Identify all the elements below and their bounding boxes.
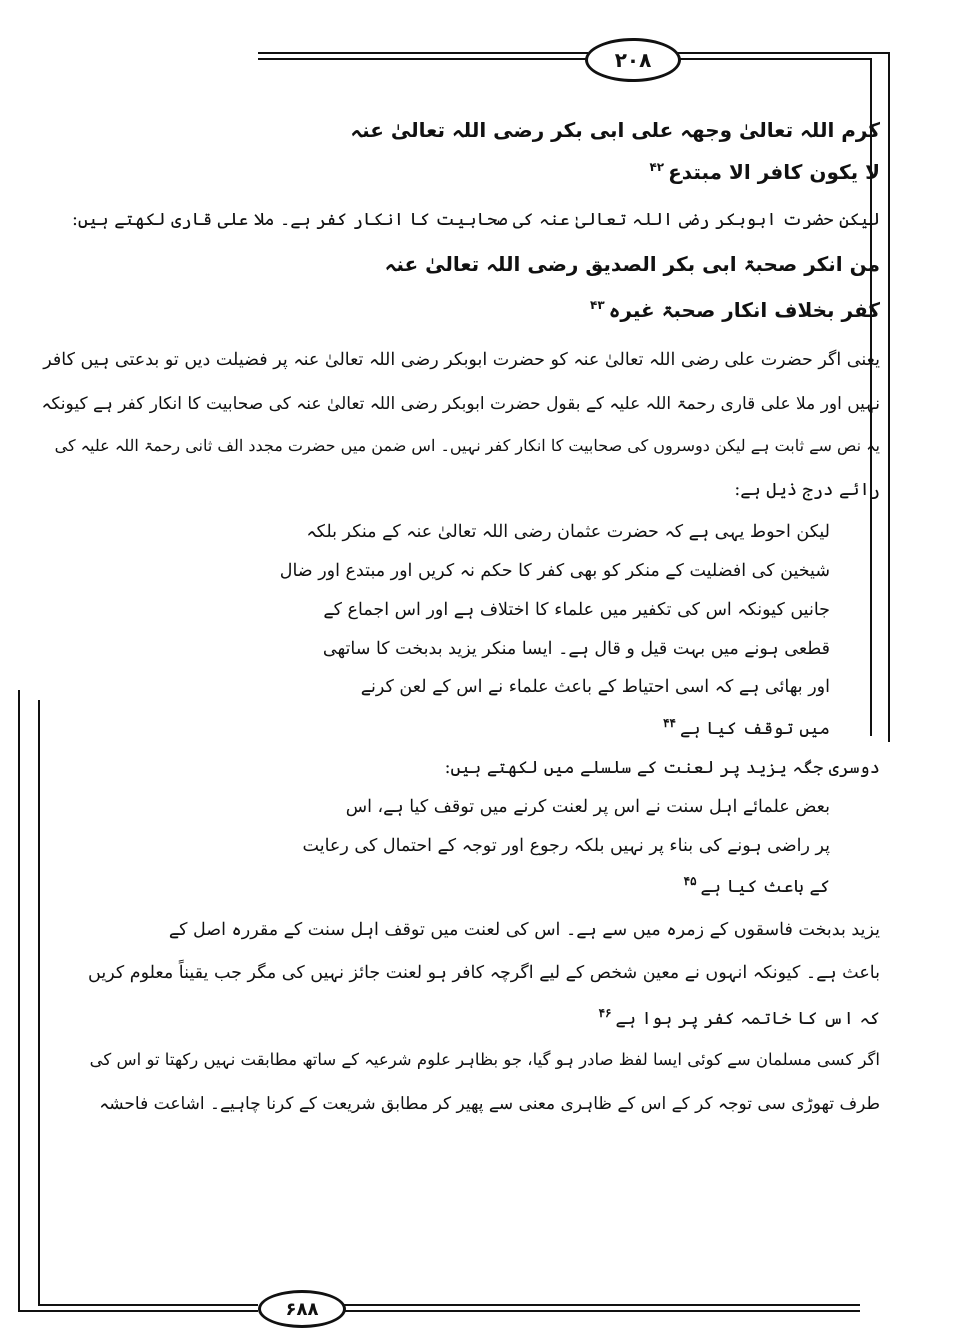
footnote-marker: ۴۳ <box>590 298 605 313</box>
text-line <box>43 350 880 370</box>
text-line <box>323 639 830 659</box>
footnote-marker: ۴۶ <box>598 1006 612 1020</box>
text-line-content: کرم اللہ تعالیٰ وجھہ علی ابی بکر رضی اللہ تعالیٰ عنہ <box>350 118 880 142</box>
text-line-content: یعنی اگر حضرت علی رضی اللہ تعالیٰ عنہ کو حضرت ابوبکر رضی اللہ تعالیٰ عنہ پر فضیلت دیں تو بدعتی ہیں کافر <box>43 350 880 370</box>
text-line-content: نہیں اور ملا علی قاری رحمۃ اللہ علیہ کے بقول حضرت ابوبکر رضی اللہ تعالیٰ عنہ کی صحابیت کا انکار کفر ہے کیونکہ <box>41 394 880 414</box>
page-number-top-text: ۲۰۸ <box>614 48 652 72</box>
text-line-content: رائے درج ذیل ہے: <box>734 480 880 500</box>
text-line-content: یزید بدبخت فاسقوں کے زمرہ میں سے ہے۔ اس کی لعنت میں توقف اہل سنت کے مقررہ اصل کے <box>168 920 880 940</box>
text-line-content: پر راضی ہونے کی بناء پر نہیں بلکہ رجوع اور توجہ کے احتمال کی رعایت <box>302 836 830 856</box>
text-line <box>323 600 830 620</box>
text-line <box>445 758 880 778</box>
text-line <box>361 677 830 697</box>
text-line-content: لا یکون کافر الا مبتدع <box>668 160 880 184</box>
text-line-content: اگر کسی مسلمان سے کوئی ایسا لفظ صادر ہو گیا، جو بظاہر علوم شرعیہ کے ساتھ مطابقت نہیں رکھتا تو اس کی <box>89 1050 880 1069</box>
text-line <box>649 160 880 184</box>
text-line <box>280 561 830 581</box>
text-line <box>599 1006 880 1029</box>
text-line-content: کہ اس کا خاتمہ کفر پر ہوا ہے <box>615 1008 880 1029</box>
text-line <box>55 436 880 455</box>
text-line-content: لیکن احوط یہی ہے کہ حضرت عثمان رضی اللہ تعالیٰ عنہ کے منکر بلکہ <box>306 522 830 542</box>
text-line-content: کفر بخلاف انکار صحبۃ غیرہ <box>608 298 880 322</box>
text-line-content: بعض علمائے اہل سنت نے اس پر لعنت کرنے میں توقف کیا ہے، اس <box>345 797 830 817</box>
footnote-marker: ۴۴ <box>663 716 676 730</box>
text-line <box>169 920 880 940</box>
text-line-content: طرف تھوڑی سی توجہ کر کے اس کے ظاہری معنی سے پھیر کر مطابق شریعت کے کرنا چاہیے۔ اشاعت فاحشہ <box>99 1094 880 1114</box>
text-line <box>684 874 830 897</box>
text-line-content: یہ نص سے ثابت ہے لیکن دوسروں کی صحابیت کا انکار کفر نہیں۔ اس ضمن میں حضرت مجدد الف ثانی رحمۃ اللہ علیہ کی <box>54 436 880 455</box>
page-number-bottom-text: ۶۸۸ <box>285 1298 319 1320</box>
text-line-content: من انکر صحبۃ ابی بکر الصدیق رضی اللہ تعالیٰ عنہ <box>384 252 880 276</box>
text-line-content: میں توقف کیا ہے <box>680 718 830 739</box>
text-line <box>350 118 880 142</box>
footnote-marker: ۴۵ <box>683 874 697 888</box>
text-line <box>72 210 880 230</box>
text-line <box>385 252 880 276</box>
text-line-content: باعث ہے۔ کیونکہ انہوں نے معین شخص کے لیے اگرچہ کافر ہو لعنت جائز نہیں کی مگر جب یقیناً معلوم کریں <box>88 963 880 983</box>
text-line <box>306 522 830 542</box>
text-line-content: جانیں کیونکہ اس کی تکفیر میں علماء کا اختلاف ہے اور اس اجماع کے <box>323 600 830 620</box>
text-line-content: لیکن حضرت ابوبکر رضی اللہ تعالیٰ عنہ کی صحابیت کا انکار کفر ہے۔ ملا علی قاری لکھتے ہیں: <box>72 210 880 230</box>
footnote-marker: ۴۲ <box>649 160 665 175</box>
text-line <box>346 797 830 817</box>
text-line <box>590 298 880 322</box>
text-line <box>663 716 830 739</box>
text-line-content: دوسری جگہ یزید پر لعنت کے سلسلے میں لکھتے ہیں: <box>444 758 880 778</box>
text-line <box>99 1093 880 1114</box>
text-line-content: قطعی ہونے میں بہت قیل و قال ہے۔ ایسا منکر یزید بدبخت کا ساتھی <box>322 639 830 659</box>
text-line-content: شیخین کی افضلیت کے منکر کو بھی کفر کا حکم نہ کریں اور مبتدع اور ضال <box>279 561 830 581</box>
text-line-content: اور بھائی ہے کہ اسی احتیاط کے باعث علماء نے اس کے لعن کرنے <box>360 677 830 697</box>
text-line <box>41 393 880 414</box>
text-line <box>88 963 880 983</box>
text-line-content: کے باعث کیا ہے <box>700 876 830 897</box>
text-line <box>734 480 880 500</box>
text-line <box>303 836 830 856</box>
text-line <box>90 1050 880 1069</box>
